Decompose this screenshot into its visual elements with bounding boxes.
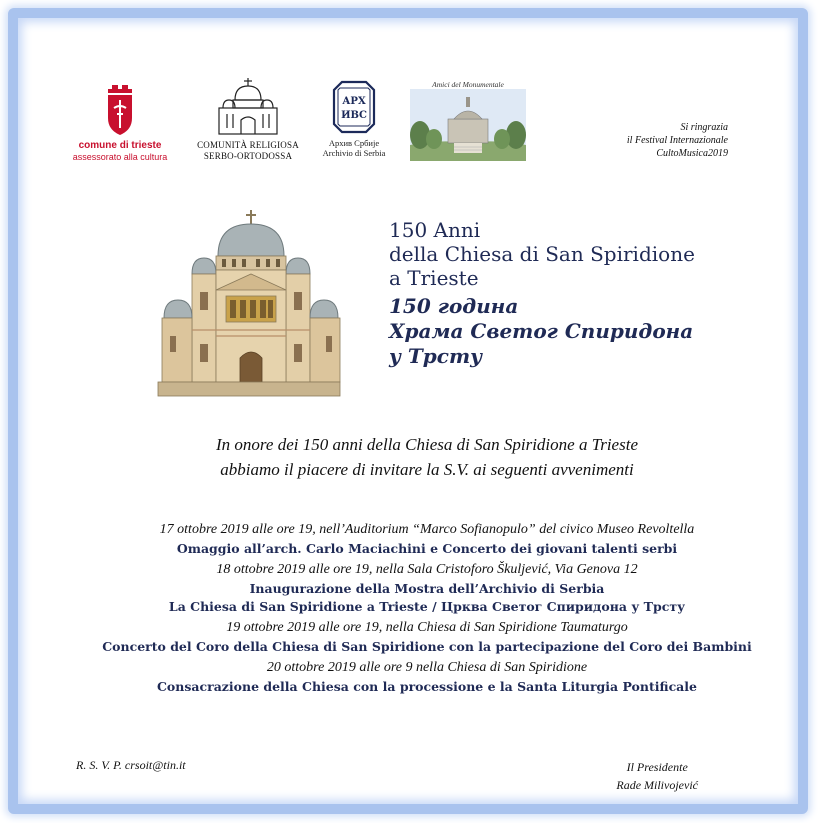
event-title: Consacrazione della Chiesa con la processione e la Santa Liturgia Pontificale [156,679,697,694]
comunita-line2: SERBO-ORTODOSSA [203,151,293,161]
trieste-line1: comune di trieste [78,140,162,151]
title-it-line3: a Trieste [389,266,479,290]
title-sr-line1: 150 година [389,294,519,318]
event-item [48,618,806,656]
title-sr-line2: Храма Светог Спиридона [389,319,694,343]
event-item [48,658,806,696]
archive-emblem-icon [332,80,376,134]
logo-archivio-di-serbia [316,80,392,158]
president-role: Il Presidente [626,760,688,774]
title-block [389,218,789,369]
intro-line2: abbiamo il piacere di invitare la S.V. ai seguenti avvenimenti [220,460,634,479]
arhiv-line2: Archivio di Serbia [322,148,386,158]
trieste-coat-of-arms-icon [105,84,135,136]
event-date: 18 ottobre 2019 alle ore 19, nella Sala Cristoforo Škuljević, Via Genova 12 [216,562,638,577]
event-item [48,560,806,616]
event-date: 20 ottobre 2019 alle ore 9 nella Chiesa di San Spiridione [266,660,588,675]
logo-comunita-religiosa [188,76,308,162]
event-date: 17 ottobre 2019 alle ore 19, nell’Auditorium “Marco Sofianopulo” del civico Museo Revoltella [159,522,695,537]
church-line-drawing-icon [213,76,283,136]
intro-line1: In onore dei 150 anni della Chiesa di San Spiridione a Trieste [216,435,638,454]
logo-comune-di-trieste [60,84,180,163]
logo-amici-del-monumentale [410,80,526,164]
svg-text:ИВС: ИВС [341,110,367,121]
rsvp-contact: R. S. V. P. crsoit@tin.it [76,758,186,772]
thanks-line3: CultoMusica2019 [656,148,728,159]
arhiv-line1: Архив Србије [328,138,380,148]
invitation-intro [78,432,776,482]
amici-line1: Amici del Monumentale [432,80,504,89]
comunita-line1: COMUNITÀ RELIGIOSA [197,140,299,150]
invitation-card [8,8,808,814]
monument-painting-icon [410,89,526,161]
title-it-line2: della Chiesa di San Spiridione [389,242,695,266]
event-title: Inaugurazione della Mostra dell’Archivio di Serbia [249,581,605,596]
president-name: Rade Milivojević [616,778,698,792]
event-date: 19 ottobre 2019 alle ore 19, nella Chiesa di San Spiridione Taumaturgo [226,620,628,635]
church-facade-icon [156,208,342,398]
thanks-line1: Si ringrazia [680,122,728,133]
title-it-line1: 150 Anni [389,218,481,242]
signature-block [616,758,698,794]
svg-text:АРХ: АРХ [342,96,366,107]
event-item [48,520,806,558]
thanks-line2: il Festival Internazionale [626,135,728,146]
events-list [48,520,806,698]
event-title: Concerto del Coro della Chiesa di San Spiridione con la partecipazione del Coro dei Bambini [102,639,752,654]
trieste-line2: assessorato alla cultura [72,152,168,162]
acknowledgement [568,121,728,160]
title-sr [389,294,789,369]
event-title: Omaggio all’arch. Carlo Maciachini e Concerto dei giovani talenti serbi [176,541,678,556]
event-subtitle: La Chiesa di San Spiridione a Trieste / Црква Светог Спиридона у Трсту [168,599,686,614]
church-illustration [156,208,342,402]
title-sr-line3: у Трсту [389,344,483,368]
